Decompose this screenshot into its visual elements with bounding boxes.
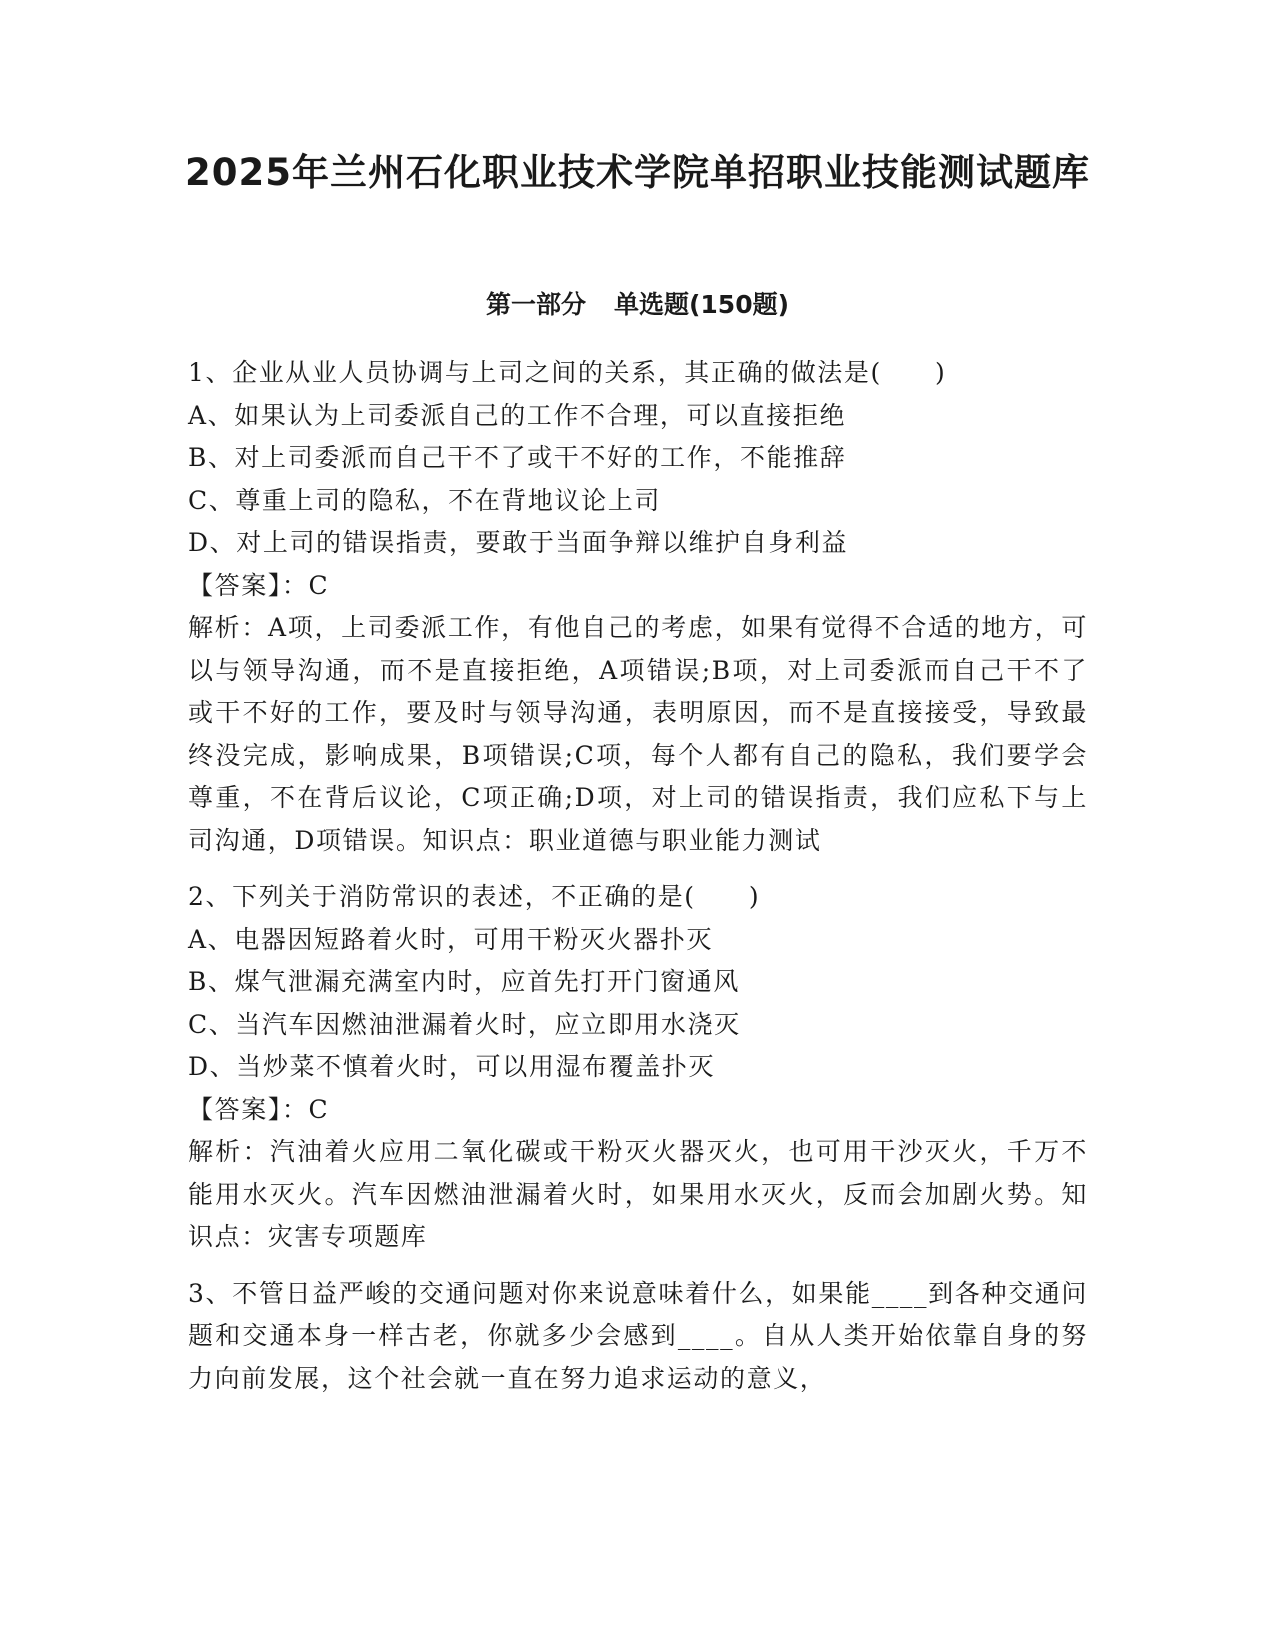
answer-line: 【答案】：C [188,570,330,600]
option-d: D、当炒菜不慎着火时，可以用湿布覆盖扑灭 [188,1052,716,1081]
question-stem: 1、企业从业人员协调与上司之间的关系，其正确的做法是( ) [188,358,947,387]
analysis-text: 解析：汽油着火应用二氧化碳或干粉灭火器灭火，也可用干沙灭火，千万不能用水灭火。汽车因燃油泄漏着火时，如果用水灭火，反而会加剧火势。知识点：灾害专项题库 [188,1137,1088,1251]
question-stem: 3、不管日益严峻的交通问题对你来说意味着什么，如果能____到各种交通问题和交通本身一样古老，你就多少会感到____。自从人类开始依靠自身的努力向前发展，这个社会就一直在努力追求运动的意义， [188,1278,1088,1393]
analysis-text: 解析：A项，上司委派工作，有他自己的考虑，如果有觉得不合适的地方，可以与领导沟通，而不是直接拒绝，A项错误;B项，对上司委派而自己干不了或干不好的工作，要及时与领导沟通，表明原因，而不是直接接受，导致最终没完成，影响成果，B项错误;C项，每个人都有自己的隐私，我们要学会尊重，不在背后议论，C项正确;D项，对上司的错误指责，我们应私下与上司沟通，D项错误。知识点：职业道德与职业能力测试 [188,613,1088,855]
option-d: D、对上司的错误指责，要敢于当面争辩以维护自身利益 [188,528,849,557]
section-heading [0,288,1275,322]
question-stem: 2、下列关于消防常识的表述，不正确的是( ) [188,882,761,911]
question-list [188,352,1088,1414]
section-part-label: 第一部分 [485,290,586,319]
section-name-label: 单选题(150题) [613,290,790,319]
document-title: 2025年兰州石化职业技术学院单招职业技能测试题库 [185,151,1090,194]
option-c: C、尊重上司的隐私，不在背地议论上司 [188,485,661,515]
option-c: C、当汽车因燃油泄漏着火时，应立即用水浇灭 [188,1009,741,1039]
option-b: B、对上司委派而自己干不了或干不好的工作，不能推辞 [188,443,847,472]
option-b: B、煤气泄漏充满室内时，应首先打开门窗通风 [188,967,740,996]
question-item [188,1273,1088,1401]
option-a: A、如果认为上司委派自己的工作不合理，可以直接拒绝 [188,400,847,430]
question-item [188,876,1088,1259]
option-a: A、电器因短路着火时，可用干粉灭火器扑灭 [188,924,714,954]
question-item [188,352,1088,862]
answer-line: 【答案】：C [188,1094,330,1124]
